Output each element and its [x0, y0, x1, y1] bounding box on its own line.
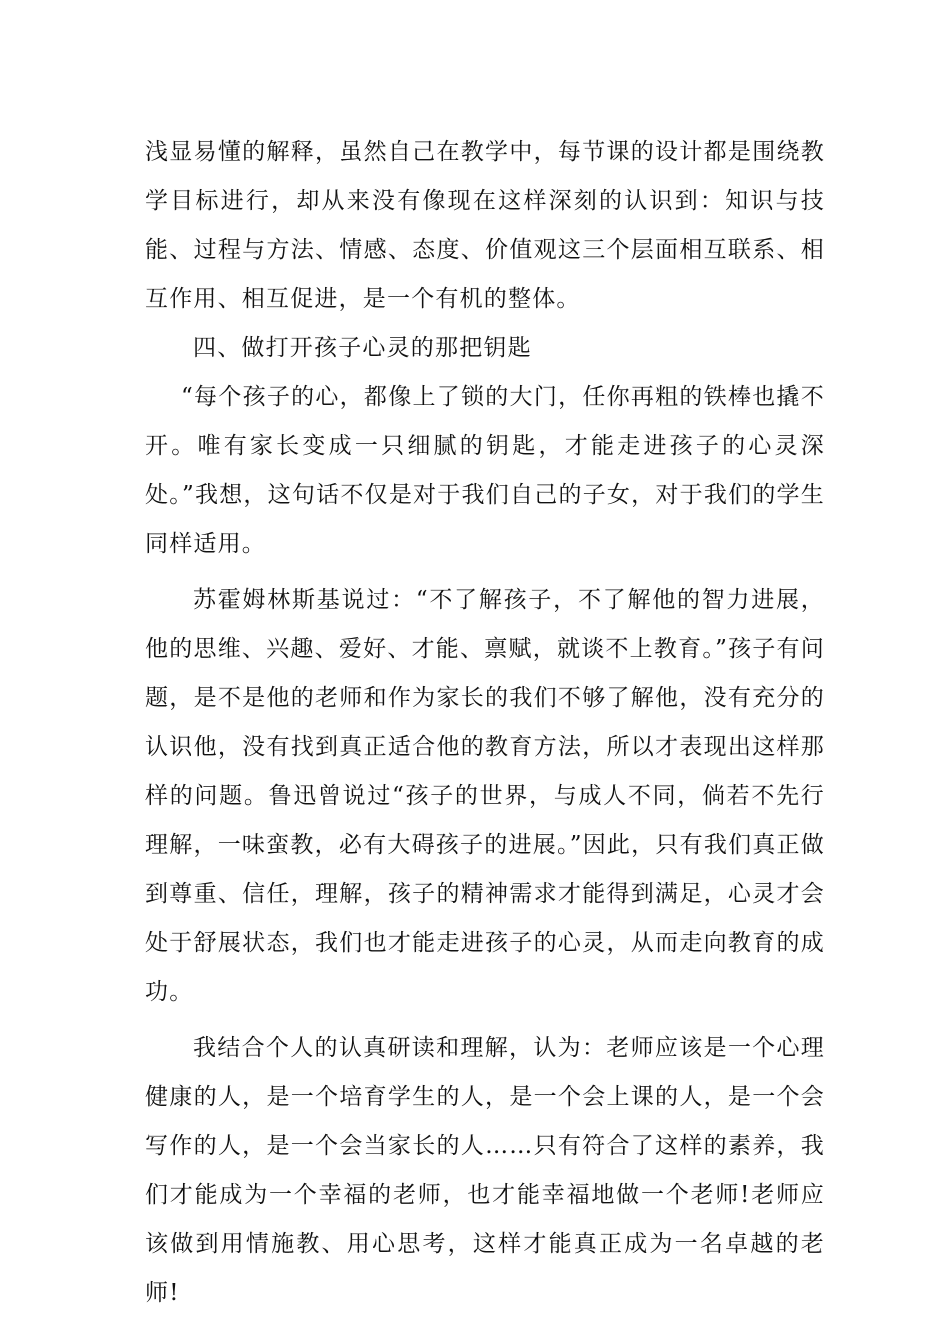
paragraph-key-quote: “每个孩子的心，都像上了锁的大门，任你再粗的铁棒也撬不开。唯有家长变成一只细腻的钥匙，才能走进孩子的心灵深处。”我想，这句话不仅是对于我们自己的子女，对于我们的学生同样适用。: [145, 384, 825, 557]
paragraph-sukhomlinsky: 苏霍姆林斯基说过：“不了解孩子，不了解他的智力进展，他的思维、兴趣、爱好、才能、禀赋，就谈不上教育。”孩子有问题，是不是他的老师和作为家长的我们不够了解他，没有充分的认识他，没有找到真正适合他的教育方法，所以才表现出这样那样的问题。鲁迅曾说过“孩子的世界，与成人不同，倘若不先行理解，一味蛮教，必有大碍孩子的进展。”因此，只有我们真正做到尊重、信任，理解，孩子的精神需求才能得到满足，心灵才会处于舒展状态，我们也才能走进孩子的心灵，从而走向教育的成功。: [145, 587, 825, 1005]
paragraph-conclusion: 我结合个人的认真研读和理解，认为：老师应该是一个心理健康的人，是一个培育学生的人，是一个会上课的人，是一个会写作的人，是一个会当家长的人……只有符合了这样的素养，我们才能成为一个幸福的老师，也才能幸福地做一个老师!老师应该做到用情施教、用心思考，这样才能真正成为一名卓越的老师!: [145, 1035, 825, 1306]
document-body: [145, 128, 825, 1318]
section-heading-four: 四、做打开孩子心灵的那把钥匙: [193, 335, 532, 361]
paragraph-goals: 浅显易懂的解释，虽然自己在教学中，每节课的设计都是围绕教学目标进行，却从来没有像现在这样深刻的认识到：知识与技能、过程与方法、情感、态度、价值观这三个层面相互联系、相互作用、相互促进，是一个有机的整体。: [145, 139, 825, 312]
